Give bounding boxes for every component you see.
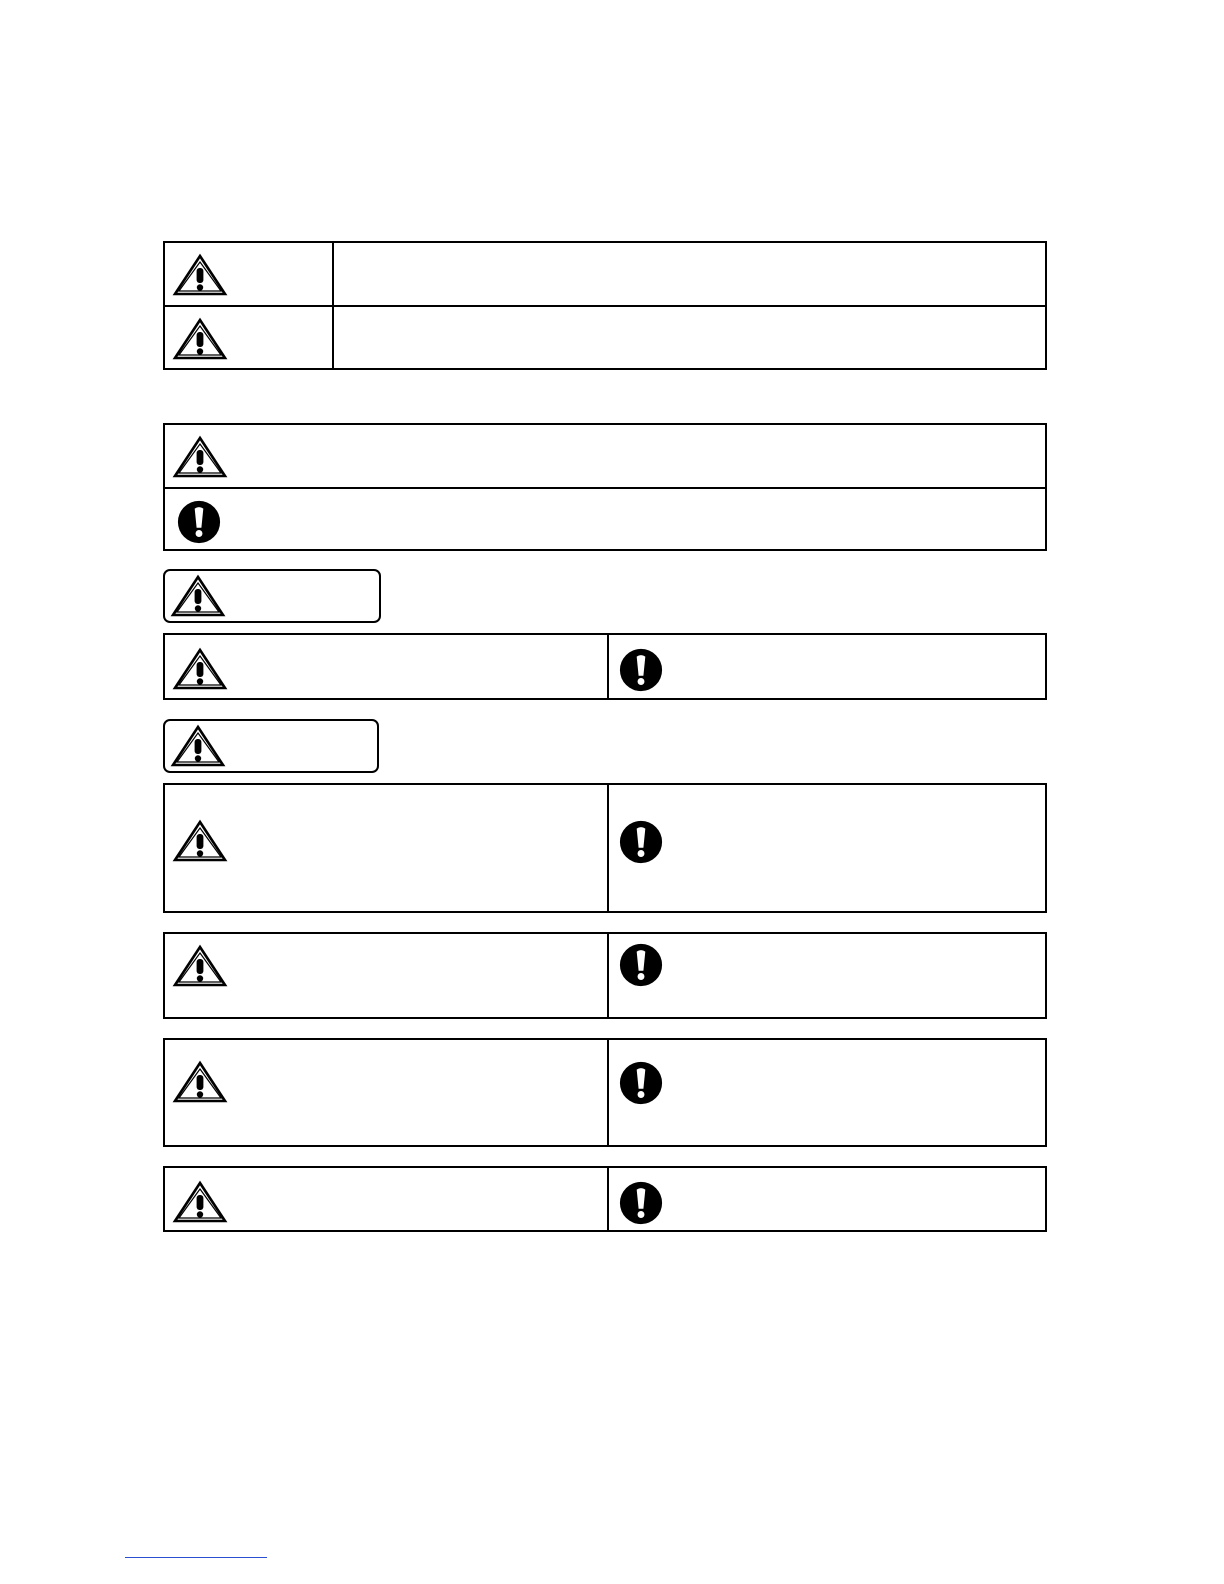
exclamation-circle-icon [618,819,664,865]
warning-triangle-icon [172,1060,228,1104]
exclamation-circle-icon [618,942,664,988]
symbol-explanation-table [163,423,1047,551]
column-divider [607,1168,609,1230]
caution-item-row [163,932,1047,1019]
column-divider [607,934,609,1017]
exclamation-circle-icon [176,499,222,545]
signal-word-table [163,241,1047,370]
warning-heading-tag [163,569,381,623]
warning-triangle-icon [172,1180,228,1224]
warning-triangle-icon [172,317,228,361]
warning-triangle-icon [170,574,226,618]
column-divider [607,635,609,698]
warning-item-row [163,633,1047,700]
caution-item-row [163,1038,1047,1147]
column-divider [607,1040,609,1145]
row-divider [165,487,1045,489]
warning-triangle-icon [172,253,228,297]
warning-triangle-icon [172,647,228,691]
footnote-separator [125,1557,267,1558]
warning-triangle-icon [170,724,226,768]
warning-triangle-icon [172,819,228,863]
row-divider [165,305,1045,307]
caution-heading-tag [163,719,379,773]
warning-triangle-icon [172,944,228,988]
exclamation-circle-icon [618,647,664,693]
column-divider [607,785,609,911]
warning-triangle-icon [172,435,228,479]
caution-item-row [163,783,1047,913]
exclamation-circle-icon [618,1060,664,1106]
exclamation-circle-icon [618,1180,664,1226]
caution-item-row [163,1166,1047,1232]
